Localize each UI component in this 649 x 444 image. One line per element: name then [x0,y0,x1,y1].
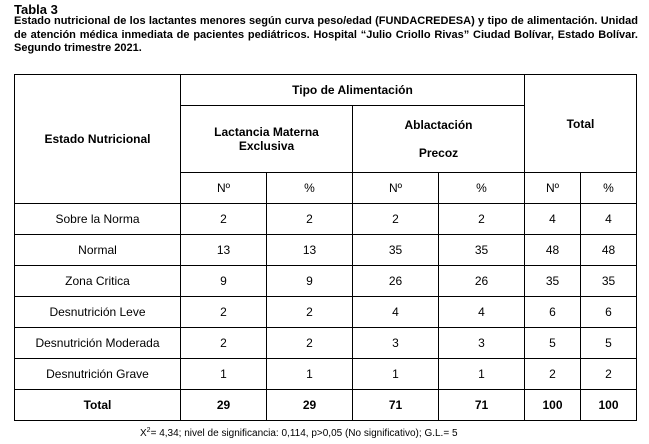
lme-pct-cell: 1 [267,359,353,390]
stub-header: Estado Nutricional [15,75,181,204]
lme-n-cell: 2 [181,328,267,359]
table-row [15,328,637,359]
abl-pct-cell: 71 [439,390,525,421]
table-row [15,359,637,390]
abl-n-cell: 3 [353,328,439,359]
row-label: Zona Critica [15,266,181,297]
total-pct-cell: 6 [581,297,637,328]
abl-pct-cell: 4 [439,297,525,328]
sub-header-n: Nº [525,173,581,204]
lme-n-cell: 2 [181,297,267,328]
lme-pct-cell: 29 [267,390,353,421]
sub-header-n: Nº [353,173,439,204]
abl-header-line2: Precoz [418,146,459,160]
total-n-cell: 35 [525,266,581,297]
total-pct-cell: 5 [581,328,637,359]
total-pct-cell: 2 [581,359,637,390]
abl-header [353,106,525,173]
abl-n-cell: 1 [353,359,439,390]
row-label: Desnutrición Grave [15,359,181,390]
statistics-footnote [140,425,540,440]
lme-n-cell: 29 [181,390,267,421]
row-label: Desnutrición Leve [15,297,181,328]
table-row [15,297,637,328]
abl-n-cell: 26 [353,266,439,297]
sub-header-pct: % [267,173,353,204]
header-row-group [15,75,637,106]
lme-header-line2: Exclusiva [238,139,295,153]
table-caption-description: Estado nutricional de los lactantes menores según curva peso/edad (FUNDACREDESA) y tipo de alimentación. Unidad de atención médica inmediata de pacientes pediátricos. Hospital “Julio Criollo Rivas” Ciudad Bolívar, Estado Bolívar. Segundo trimestre 2021. [14,15,638,54]
row-label: Normal [15,235,181,266]
table-caption-title: Tabla 3 [14,2,58,17]
table-row [15,204,637,235]
total-pct-cell: 35 [581,266,637,297]
abl-n-cell: 4 [353,297,439,328]
abl-header-line1: Ablactación [404,118,473,132]
lme-pct-cell: 13 [267,235,353,266]
sub-header-n: Nº [181,173,267,204]
total-n-cell: 100 [525,390,581,421]
abl-pct-cell: 35 [439,235,525,266]
abl-n-cell: 35 [353,235,439,266]
table-row [15,235,637,266]
lme-header [181,106,353,173]
nutrition-table [14,74,637,421]
total-header: Total [525,75,637,173]
lme-header-line1: Lactancia Materna [214,125,319,139]
chi-symbol: X [140,428,147,439]
total-row [15,390,637,421]
abl-pct-cell: 1 [439,359,525,390]
lme-n-cell: 1 [181,359,267,390]
lme-pct-cell: 2 [267,297,353,328]
lme-n-cell: 9 [181,266,267,297]
abl-pct-cell: 26 [439,266,525,297]
chi-exponent: 2 [146,427,151,434]
lme-pct-cell: 9 [267,266,353,297]
footnote-text: = 4,34; nivel de significancia: 0,114, p>0,05 (No significativo); G.L.= 5 [150,428,458,439]
sub-header-pct: % [439,173,525,204]
abl-n-cell: 2 [353,204,439,235]
total-pct-cell: 4 [581,204,637,235]
total-pct-cell: 48 [581,235,637,266]
total-n-cell: 5 [525,328,581,359]
lme-pct-cell: 2 [267,204,353,235]
total-pct-cell: 100 [581,390,637,421]
sub-header-pct: % [581,173,637,204]
total-n-cell: 6 [525,297,581,328]
group-header: Tipo de Alimentación [181,75,525,106]
row-label: Desnutrición Moderada [15,328,181,359]
lme-n-cell: 2 [181,204,267,235]
lme-n-cell: 13 [181,235,267,266]
table-row [15,266,637,297]
total-n-cell: 48 [525,235,581,266]
abl-pct-cell: 2 [439,204,525,235]
total-n-cell: 4 [525,204,581,235]
row-label: Sobre la Norma [15,204,181,235]
lme-pct-cell: 2 [267,328,353,359]
total-n-cell: 2 [525,359,581,390]
abl-pct-cell: 3 [439,328,525,359]
abl-n-cell: 71 [353,390,439,421]
row-label: Total [15,390,181,421]
